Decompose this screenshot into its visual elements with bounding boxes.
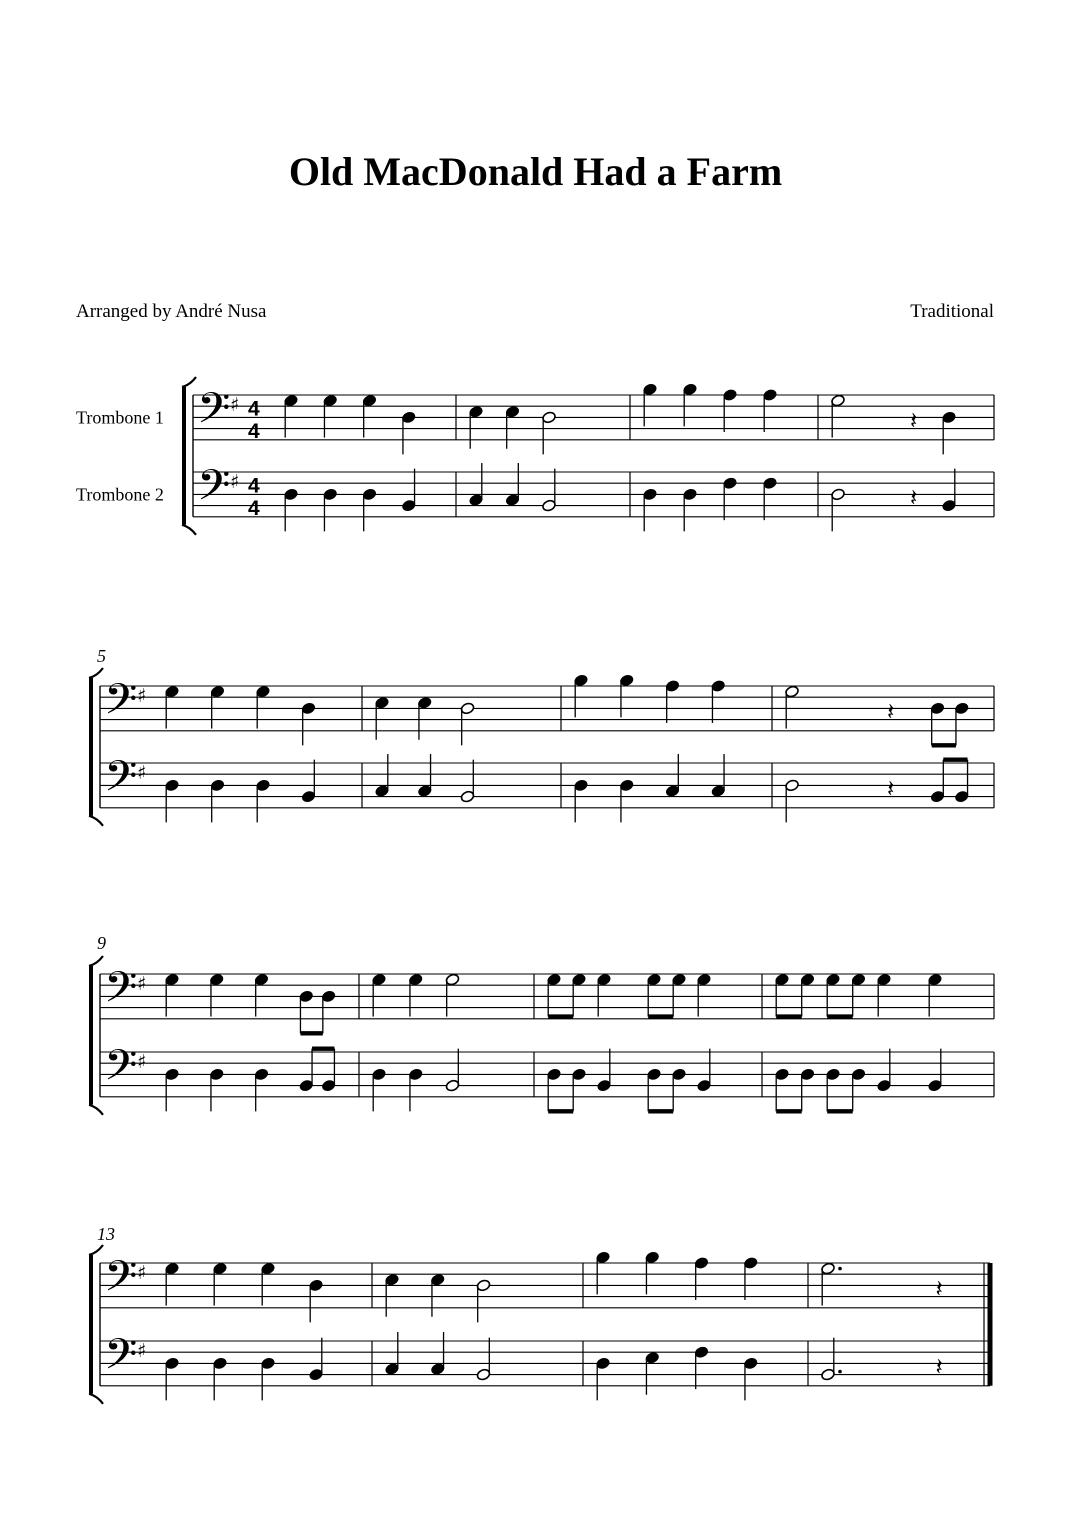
measure-number: 9 xyxy=(97,933,106,953)
time-signature-top: 4 xyxy=(248,397,260,421)
measure-14 xyxy=(385,1273,491,1381)
key-signature-sharp: ♯ xyxy=(137,1340,147,1363)
measure-11 xyxy=(547,973,712,1111)
page-title: Old MacDonald Had a Farm xyxy=(288,149,783,194)
composer-credit: Traditional xyxy=(910,301,994,322)
measure-10 xyxy=(372,973,460,1111)
instrument-label: Trombone 2 xyxy=(76,484,164,505)
measure-4 xyxy=(831,394,957,531)
bracket-top-hook xyxy=(89,956,103,966)
time-signature-bottom: 4 xyxy=(248,420,260,444)
quarter-rest: 𝄽 xyxy=(910,483,918,512)
bass-clef-icon: 𝄢 xyxy=(197,460,231,521)
measure-1 xyxy=(284,394,417,531)
key-signature-sharp: ♯ xyxy=(137,762,147,785)
time-signature-bottom: 4 xyxy=(248,497,260,521)
time-signature-top: 4 xyxy=(248,474,260,498)
bass-clef-icon: 𝄢 xyxy=(104,1040,138,1101)
bracket-bottom-hook xyxy=(182,525,196,535)
key-signature-sharp: ♯ xyxy=(230,471,240,494)
measure-3 xyxy=(643,383,778,532)
dot xyxy=(838,1267,842,1271)
measure-12 xyxy=(775,973,943,1111)
system-2 xyxy=(89,646,994,826)
measure-5 xyxy=(165,685,316,822)
key-signature-sharp: ♯ xyxy=(137,973,147,996)
measure-7 xyxy=(574,674,726,823)
key-signature-sharp: ♯ xyxy=(137,1051,147,1074)
bracket-top-hook xyxy=(89,668,103,678)
system-1 xyxy=(76,377,994,535)
bracket-bottom-hook xyxy=(89,1105,103,1115)
measure-9 xyxy=(165,973,337,1111)
key-signature-sharp: ♯ xyxy=(230,394,240,417)
bracket-bottom-hook xyxy=(89,1394,103,1404)
bracket-top-hook xyxy=(89,1245,103,1255)
bass-clef-icon: 𝄢 xyxy=(197,383,231,444)
measure-number: 5 xyxy=(97,646,106,666)
bass-clef-icon: 𝄢 xyxy=(104,674,138,735)
measure-6 xyxy=(375,696,475,803)
bass-clef-icon: 𝄢 xyxy=(104,962,138,1023)
instrument-label: Trombone 1 xyxy=(76,407,164,428)
dot xyxy=(838,1370,842,1374)
system-3 xyxy=(89,933,994,1115)
measure-15 xyxy=(596,1251,759,1401)
measure-13 xyxy=(165,1262,324,1400)
key-signature-sharp: ♯ xyxy=(137,1262,147,1285)
measure-8 xyxy=(785,685,970,822)
bass-clef-icon: 𝄢 xyxy=(104,751,138,812)
quarter-rest: 𝄽 xyxy=(935,1274,943,1303)
arranger-credit: Arranged by André Nusa xyxy=(76,301,267,322)
quarter-rest: 𝄽 xyxy=(887,774,895,803)
bass-clef-icon: 𝄢 xyxy=(104,1329,138,1390)
measure-number: 13 xyxy=(97,1224,115,1244)
measure-2 xyxy=(469,405,557,512)
bass-clef-icon: 𝄢 xyxy=(104,1251,138,1312)
quarter-rest: 𝄽 xyxy=(910,406,918,435)
quarter-rest: 𝄽 xyxy=(887,697,895,726)
bracket-bottom-hook xyxy=(89,816,103,826)
quarter-rest: 𝄽 xyxy=(935,1352,943,1381)
key-signature-sharp: ♯ xyxy=(137,685,147,708)
system-4 xyxy=(89,1224,990,1404)
bracket-top-hook xyxy=(182,377,196,387)
